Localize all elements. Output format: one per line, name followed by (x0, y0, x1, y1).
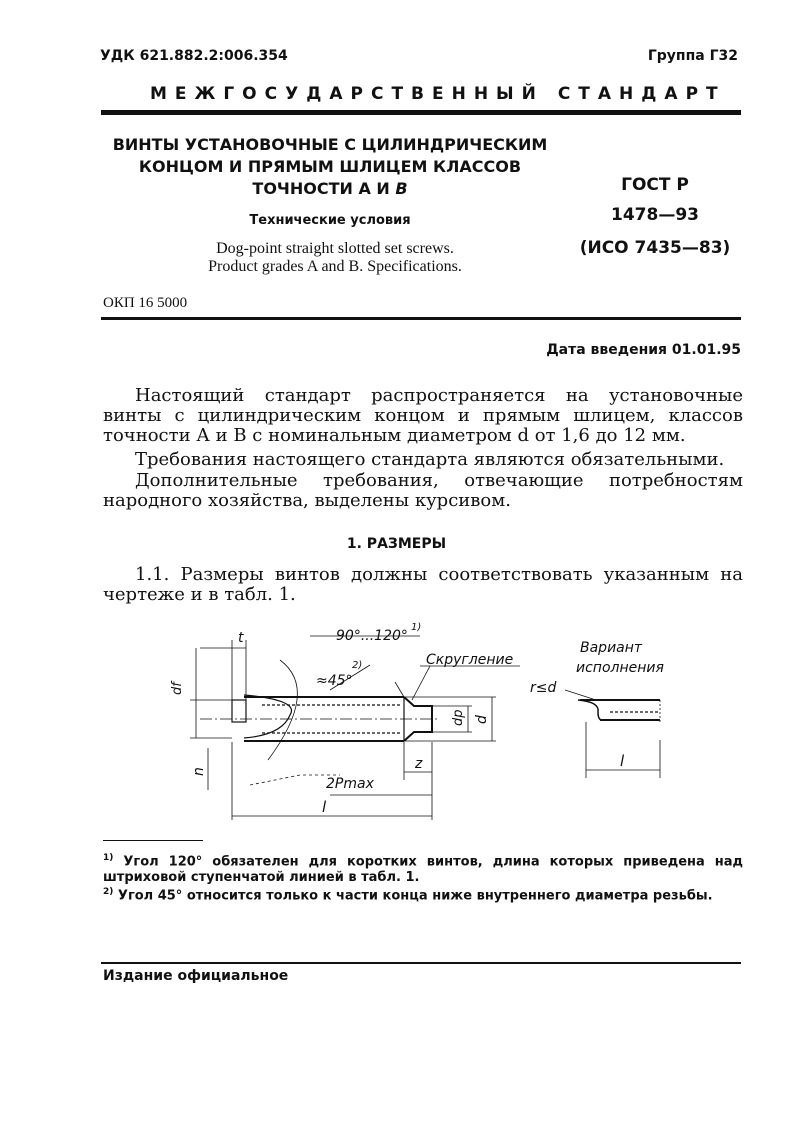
edition-label: Издание официальное (103, 968, 289, 984)
footnote-rule (103, 840, 203, 841)
label-variant-2: исполнения (576, 660, 664, 676)
iso-equivalent: (ИСО 7435—83) (579, 238, 731, 258)
label-angle: 90°...120° (336, 628, 408, 644)
introduction-date: Дата введения 01.01.95 (546, 342, 741, 358)
label-z: z (415, 756, 423, 772)
footnote-1-text: Угол 120° обязателен для коротких винтов, длина которых приведена над штриховой ступенчатой линией в табл. 1. (103, 854, 744, 886)
label-l: l (322, 798, 327, 816)
footnote-2 (103, 884, 743, 904)
label-two-p: 2Pmax (326, 776, 374, 792)
title-line-2: КОНЦОМ И ПРЯМЫМ ШЛИЦЕМ КЛАССОВ (138, 157, 522, 176)
footnote-1-mark: 1) (103, 853, 114, 863)
english-title-line-1: Dog-point straight slotted set screws. (216, 240, 454, 257)
paragraph-dimensions: 1.1. Размеры винтов должны соответствовать указанным на чертеже и в табл. 1. (103, 564, 743, 605)
footnote-2-text: Угол 45° относится только к части конца ниже внутреннего диаметра резьбы. (117, 888, 713, 904)
label-variant-1: Вариант (580, 640, 643, 656)
head-outline (244, 695, 292, 738)
group-code: Группа Г32 (647, 48, 738, 64)
edition-rule (101, 962, 741, 964)
label-dp: dp (451, 709, 466, 726)
label-rounding: Скругление (426, 652, 514, 668)
paragraph-additional: Дополнительные требования, отвечающие потребностям народного хозяйства, выделены курсивом. (103, 470, 743, 511)
label-n: n (191, 767, 207, 776)
paragraph-scope: Настоящий стандарт распространяется на установочные винты с цилиндрическим концом и прямым шлицем, классов точности А и В с номинальным диаметром d от 1,6 до 12 мм. (103, 385, 743, 446)
paragraph-requirements: Требования настоящего стандарта являются обязательными. (135, 449, 725, 470)
gost-number: 1478—93 (611, 205, 699, 225)
label-angle-ref: 1) (411, 622, 422, 633)
label-chamfer-ref: 2) (352, 660, 363, 671)
label-r-le-d: r≤d (530, 680, 557, 696)
title-line-3: ТОЧНОСТИ А И В (252, 179, 408, 198)
label-df: df (170, 682, 185, 695)
okp-code: ОКП 16 5000 (103, 295, 188, 311)
footnote-1 (103, 850, 743, 886)
angle-arc (268, 660, 297, 760)
label-variant-l: l (620, 752, 625, 770)
label-t: t (238, 630, 244, 646)
label-d: d (474, 715, 490, 724)
footnote-2-mark: 2) (103, 887, 114, 897)
interstate-standard-label: МЕЖГОСУДАРСТВЕННЫЙ СТАНДАРТ (150, 84, 726, 104)
title-line-1: ВИНТЫ УСТАНОВОЧНЫЕ С ЦИЛИНДРИЧЕСКИМ (112, 135, 548, 154)
udk-code: УДК 621.882.2:006.354 (100, 48, 288, 64)
english-title-line-2: Product grades A and B. Specifications. (208, 258, 462, 275)
document-subtitle: Технические условия (249, 213, 411, 228)
label-chamfer: ≈45° (316, 673, 353, 689)
section-heading: 1. РАЗМЕРЫ (346, 536, 447, 552)
gost-designation: ГОСТ Р (621, 175, 689, 195)
